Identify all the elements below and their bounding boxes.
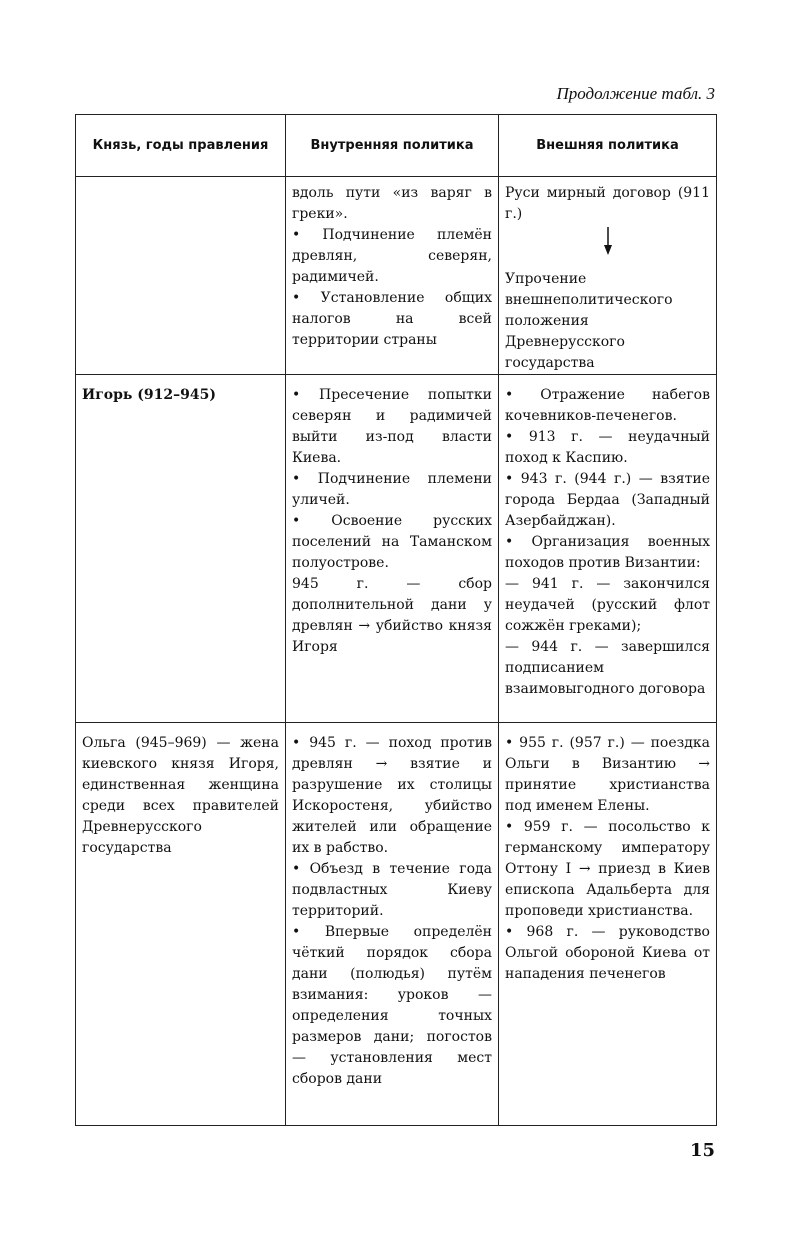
external-policy-cell xyxy=(499,723,717,1126)
external-item: • Организация военных походов против Византии: xyxy=(505,534,710,571)
external-item: • 955 г. (957 г.) — поездка Ольги в Византию → принятие христианства под именем Елены. xyxy=(505,735,710,814)
rulers-policy-table xyxy=(75,114,717,1126)
external-policy-cell xyxy=(499,177,717,375)
external-item: — 944 г. — завершился подписанием взаимовыгодного договора xyxy=(505,639,710,697)
page-number: 15 xyxy=(689,1140,715,1161)
internal-policy-cell xyxy=(286,177,499,375)
table-row xyxy=(76,375,717,723)
internal-item: 945 г. — сбор дополнительной дани у древлян → убийство князя Игоря xyxy=(292,576,492,655)
external-item: Руси мирный договор (911 г.) xyxy=(505,185,710,222)
table-row xyxy=(76,723,717,1126)
internal-item: • Подчинение племени уличей. xyxy=(292,471,492,508)
external-item: • 913 г. — неудачный поход к Каспию. xyxy=(505,429,710,466)
external-item: — 941 г. — закончился неудачей (русский флот сожжён греками); xyxy=(505,576,710,634)
table-row xyxy=(76,177,717,375)
ruler-cell xyxy=(76,177,286,375)
external-policy-cell xyxy=(499,375,717,723)
internal-item: • Пресечение попытки северян и радимичей выйти из-под власти Киева. xyxy=(292,387,492,466)
table-caption: Продолжение табл. 3 xyxy=(556,84,715,103)
ruler-cell: Ольга (945–969) — жена киевского князя Игоря, единственная женщина среди всех правителей Древнерусского государства xyxy=(76,723,286,1126)
internal-item: вдоль пути «из варяг в греки». xyxy=(292,185,492,222)
external-item: • 959 г. — посольство к германскому императору Оттону I → приезд в Киев епископа Адальберта для проповеди христианства. xyxy=(505,819,710,919)
internal-item: • Подчинение племён древлян, северян, радимичей. xyxy=(292,227,492,285)
ruler-cell xyxy=(76,375,286,723)
external-item: • 943 г. (944 г.) — взятие города Бердаа (Западный Азербайджан). xyxy=(505,471,710,529)
table-header-row xyxy=(76,115,717,177)
header-internal-policy: Внутренняя политика xyxy=(286,115,499,177)
internal-item: • Освоение русских поселений на Таманском полуострове. xyxy=(292,513,492,571)
internal-item: • Впервые определён чёткий порядок сбора дани (полюдья) путём взимания: уроков — определения точных размеров дани; погостов — установления мест сборов дани xyxy=(292,924,492,1087)
external-item: Упрочение внешнеполитического положения Древнерусского государства xyxy=(505,271,673,371)
down-arrow-wrap xyxy=(505,225,710,269)
ruler-name: Игорь (912–945) xyxy=(82,387,217,403)
down-arrow-icon xyxy=(603,227,613,255)
internal-item: • 945 г. — поход против древлян → взятие и разрушение их столицы Искоростеня, убийство жителей или обращение их в рабство. xyxy=(292,735,492,856)
internal-item: • Установление общих налогов на всей территории страны xyxy=(292,290,492,348)
internal-item: • Объезд в течение года подвластных Киеву территорий. xyxy=(292,861,492,919)
external-item: • Отражение набегов кочевников-печенегов. xyxy=(505,387,710,424)
internal-policy-cell xyxy=(286,375,499,723)
header-ruler: Князь, годы правления xyxy=(76,115,286,177)
internal-policy-cell xyxy=(286,723,499,1126)
header-external-policy: Внешняя политика xyxy=(499,115,717,177)
external-item: • 968 г. — руководство Ольгой обороной Киева от нападения печенегов xyxy=(505,924,710,982)
